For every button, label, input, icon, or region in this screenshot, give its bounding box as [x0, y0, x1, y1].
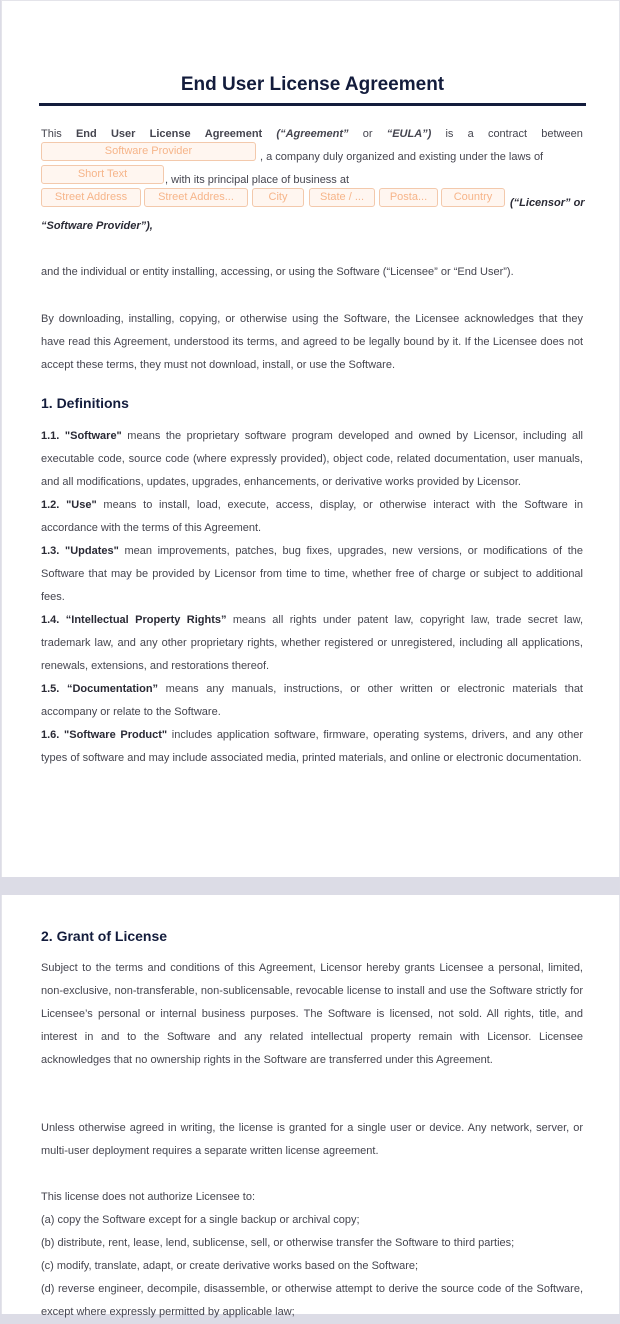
- definition-term: "Software": [64, 430, 122, 442]
- restrictions-intro: This license does not authorize Licensee to:: [41, 1191, 256, 1203]
- definition-text: means any manuals, instructions, or other written or electronic materials that accompany or relate to the Software.: [41, 683, 583, 718]
- intro-word: User: [110, 128, 136, 140]
- grant-paragraph-2: Unless otherwise agreed in writing, the license is granted for a single user or device. Any network, server, or multi-user deployment requires a separate written license agreement.: [41, 1122, 583, 1157]
- definition-text: means to install, load, execute, access, display, or otherwise interact with the Software in accordance with the terms of this Agreement.: [41, 499, 583, 534]
- intro-word: End: [75, 128, 97, 140]
- definition-number: 1.6.: [41, 729, 60, 741]
- street-address-2-field[interactable]: Street Addres...: [144, 188, 248, 207]
- state-field[interactable]: State / ...: [309, 188, 375, 207]
- definition-item: [41, 609, 583, 678]
- country-field[interactable]: Country: [441, 188, 505, 207]
- grant-paragraph-1: Subject to the terms and conditions of this Agreement, Licensor hereby grants Licensee a personal, limited, non-exclusive, non-transferable, non-sublicensable, revocable license to install and use the Software strictly for Licensee’s personal or internal business purposes. The Software is licensed, not sold. All rights, title, and interest in and to the Software and any related intellectual property remain with Licensor. Licensee acknowledges that no ownership rights in the Software are transferred under this Agreement.: [41, 962, 583, 1066]
- definition-term: “Documentation”: [66, 683, 159, 695]
- intro-word: a: [467, 128, 474, 140]
- document-title: End User License Agreement: [180, 74, 445, 95]
- intro-word: contract: [487, 128, 528, 140]
- intro-line-3: , with its principal place of business at: [165, 174, 350, 186]
- definition-text: means the proprietary software program developed and owned by Licensor, including all executable code, source code (where expressly provided), object code, related documentation, user manuals, and all modifications, updates, upgrades, enhancements, or derivative works provided by Licensor.: [41, 430, 584, 488]
- intro-line-2: , a company duly organized and existing under the laws of: [260, 151, 544, 163]
- software-provider-field[interactable]: Software Provider: [41, 142, 256, 161]
- definition-item: [41, 724, 583, 770]
- definitions-list: [41, 425, 583, 770]
- restriction-item: (c) modify, translate, adapt, or create derivative works based on the Software;: [41, 1260, 419, 1272]
- city-field[interactable]: City: [252, 188, 304, 207]
- definition-number: 1.1.: [41, 430, 60, 442]
- definition-number: 1.2.: [41, 499, 60, 511]
- intro-word: This: [41, 128, 62, 140]
- definition-item: [41, 425, 583, 494]
- licensor-term-text: (“Licensor” or: [510, 197, 585, 209]
- restriction-item: (d) reverse engineer, decompile, disassemble, or otherwise attempt to derive the source code of the Software, except where expressly permitted by applicable law;: [41, 1283, 583, 1318]
- intro-word: License: [149, 128, 191, 140]
- eula-term: “EULA”): [386, 128, 432, 140]
- licensor-term: [510, 192, 583, 215]
- definition-term: "Use": [66, 499, 97, 511]
- definition-number: 1.3.: [41, 545, 60, 557]
- definition-text: means all rights under patent law, copyright law, trade secret law, trademark law, and any other proprietary rights, whether registered or unregistered, including all applications, renewals, extensions, and restorations thereof.: [41, 614, 584, 672]
- restriction-item: (a) copy the Software except for a single backup or archival copy;: [41, 1214, 360, 1226]
- grant-heading: 2. Grant of License: [41, 928, 168, 944]
- short-text-field[interactable]: Short Text: [41, 165, 164, 184]
- restrictions-list: [41, 1186, 583, 1324]
- restriction-item: (b) distribute, rent, lease, lend, sublicense, sell, or otherwise transfer the Software to third parties;: [41, 1237, 515, 1249]
- intro-word: is: [445, 128, 454, 140]
- document-page-2: [1, 895, 620, 1318]
- intro-word: or: [362, 128, 373, 140]
- definition-text: includes application software, firmware, operating systems, drivers, and any other types of software and may include associated media, printed materials, and online or electronic documentation.: [41, 729, 584, 764]
- definition-item: [41, 540, 583, 609]
- definition-term: "Software Product": [64, 729, 168, 741]
- definition-text: mean improvements, patches, bug fixes, upgrades, new versions, or modifications of the Software that may be provided by Licensor from time to time, whether free of charge or subject to additional fees.: [41, 545, 584, 603]
- definition-term: “Intellectual Property Rights”: [65, 614, 227, 626]
- intro-word: Agreement: [204, 128, 263, 140]
- title-divider: [39, 103, 586, 106]
- acknowledgement-paragraph: By downloading, installing, copying, or otherwise using the Software, the Licensee acknowledges that they have read this Agreement, understood its terms, and agreed to be legally bound by it. If the Licensee does not accept these terms, they must not download, install, or use the Software.: [41, 313, 583, 371]
- licensee-paragraph: and the individual or entity installing, accessing, or using the Software (“Licensee” or “End User”).: [41, 266, 514, 278]
- definition-term: "Updates": [64, 545, 119, 557]
- definition-item: [41, 494, 583, 540]
- software-provider-term: “Software Provider”),: [41, 220, 153, 232]
- definition-item: [41, 678, 583, 724]
- definition-number: 1.5.: [41, 683, 60, 695]
- definition-number: 1.4.: [41, 614, 60, 626]
- agreement-term: (“Agreement”: [276, 128, 349, 140]
- definitions-heading: 1. Definitions: [41, 395, 129, 411]
- intro-word: between: [541, 128, 583, 140]
- document-page-1: [1, 0, 620, 877]
- street-address-field[interactable]: Street Address: [41, 188, 141, 207]
- postal-field[interactable]: Posta...: [379, 188, 438, 207]
